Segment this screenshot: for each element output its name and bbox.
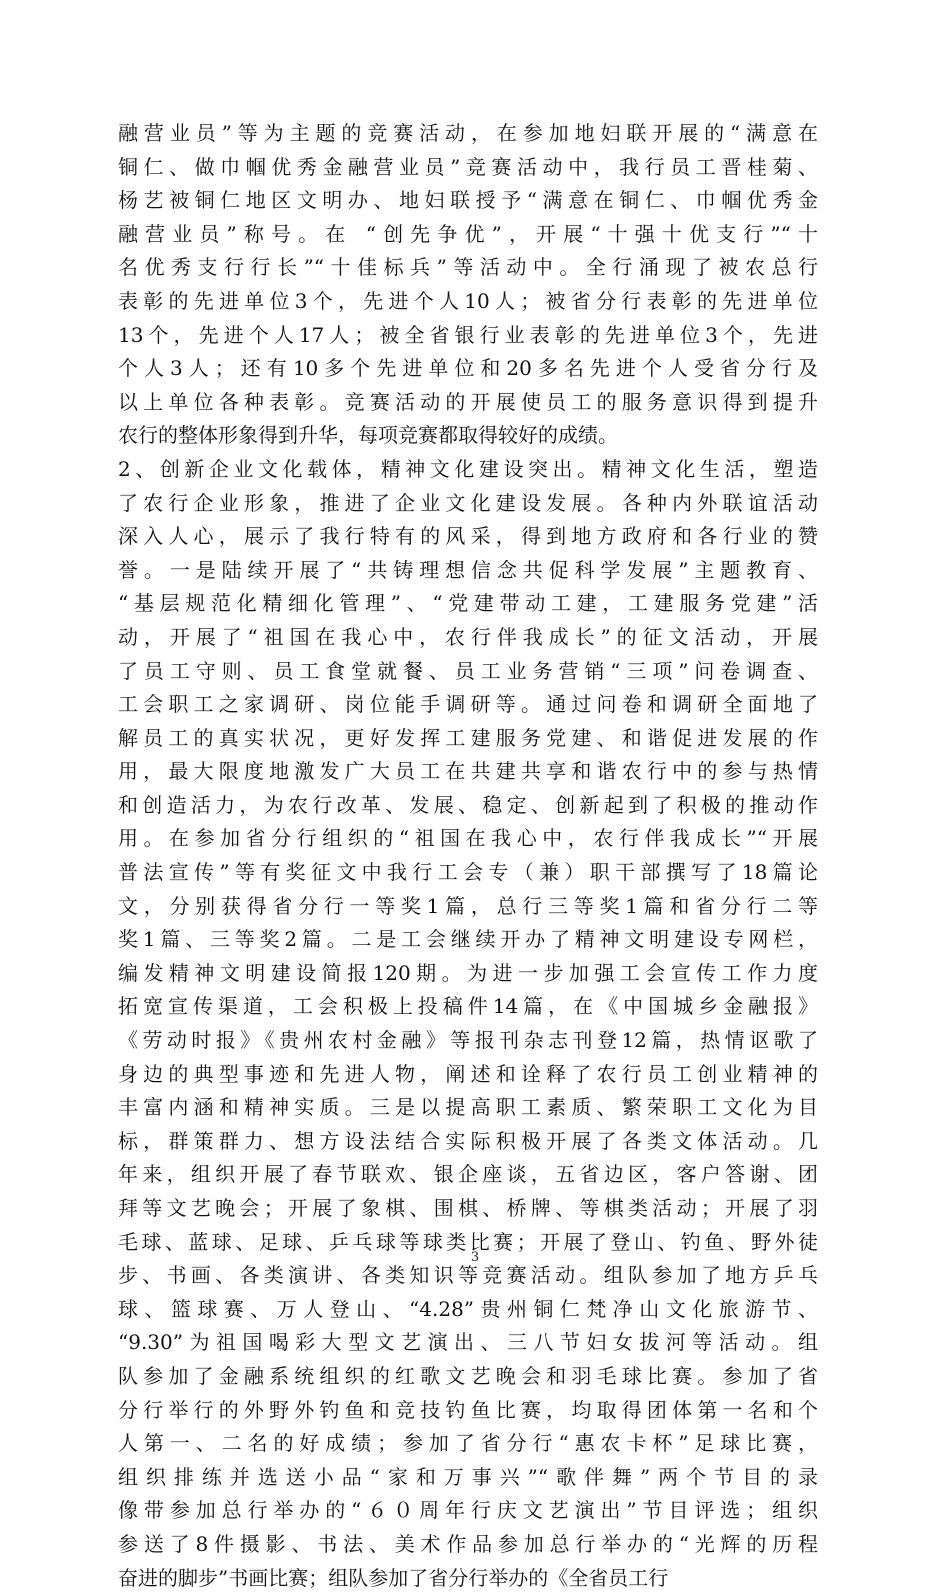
text-line: 用，最大限度地激发广大员工在共建共享和谐农行中的参与热情 — [118, 759, 818, 784]
text-line: 像带参加总行举办的“６０周年行庆文艺演出”节目评选；组织 — [118, 1498, 818, 1523]
text-line: 融营业员”等为主题的竞赛活动，在参加地妇联开展的“满意在 — [118, 121, 818, 145]
text-line: 步、书画、各类演讲、各类知识等竞赛活动。组队参加了地方乒乓 — [118, 1263, 818, 1288]
text-line: 名优秀支行行长”“十佳标兵”等活动中。全行涌现了被农总行 — [118, 255, 818, 280]
text-line: 以上单位各种表彰。竞赛活动的开展使员工的服务意识得到提升 — [118, 389, 818, 414]
text-line: 拓宽宣传渠道，工会积极上投稿件14篇，在《中国城乡金融报》 — [118, 994, 818, 1019]
text-line: 组织排练并选送小品“家和万事兴”“歌伴舞”两个节目的录 — [118, 1464, 818, 1489]
text-line: 奋进的脚步”书画比赛；组队参加了省分行举办的《全省员工行 — [118, 1565, 669, 1590]
text-line: 普法宣传”等有奖征文中我行工会专（兼）职干部撰写了18篇论 — [118, 860, 818, 885]
text-line: 丰富内涵和精神实质。三是以提高职工素质、繁荣职工文化为目 — [118, 1095, 818, 1120]
text-line: 农行的整体形象得到升华，每项竞赛都取得较好的成绩。 — [118, 423, 618, 448]
text-line: 解员工的真实状况，更好发挥工建服务党建、和谐促进发展的作 — [118, 725, 818, 750]
text-line: 编发精神文明建设简报120期。为进一步加强工会宣传工作力度 — [118, 960, 818, 985]
text-line: 融营业员”称号。在 “创先争优”，开展“十强十优支行”“十 — [118, 221, 818, 246]
text-line: 个人3人；还有10多个先进单位和20多名先进个人受省分行及 — [118, 356, 818, 381]
text-line: 表彰的先进单位3个，先进个人10人；被省分行表彰的先进单位 — [118, 288, 818, 313]
text-line: 杨艺被铜仁地区文明办、地妇联授予“满意在铜仁、巾帼优秀金 — [118, 188, 818, 213]
page-number: 3 — [470, 1250, 480, 1265]
text-line: 球、篮球赛、万人登山、“4.28”贵州铜仁梵净山文化旅游节、 — [118, 1296, 818, 1321]
text-line: 和创造活力，为农行改革、发展、稳定、创新起到了积极的推动作 — [118, 792, 818, 817]
text-line: 了农行企业形象，推进了企业文化建设发展。各种内外联谊活动 — [118, 490, 818, 515]
text-line: 人第一、二名的好成绩；参加了省分行“惠农卡杯”足球比赛， — [118, 1431, 818, 1456]
text-line: 分行举行的外野外钓鱼和竞技钓鱼比赛，均取得团体第一名和个 — [118, 1397, 818, 1422]
text-line: “基层规范化精细化管理”、“党建带动工建，工建服务党建”活 — [118, 591, 818, 616]
text-line: 用。在参加省分行组织的“祖国在我心中，农行伴我成长”“开展 — [118, 826, 818, 851]
text-line: 毛球、蓝球、足球、乒乓球等球类比赛；开展了登山、钓鱼、野外徒 — [118, 1229, 818, 1254]
text-line: 《劳动时报》《贵州农村金融》等报刊杂志刊登12篇，热情讴歌了 — [118, 1028, 818, 1053]
text-line: 13个，先进个人17人；被全省银行业表彰的先进单位3个，先进 — [118, 322, 818, 347]
body-text — [118, 117, 818, 1595]
text-line: 2、创新企业文化载体，精神文化建设突出。精神文化生活，塑造 — [118, 456, 818, 481]
text-line: 拜等文艺晚会；开展了象棋、围棋、桥牌、等棋类活动；开展了羽 — [118, 1196, 818, 1220]
text-line: 深入人心，展示了我行特有的风采，得到地方政府和各行业的赞 — [118, 524, 818, 549]
text-line: 奖1篇、三等奖2篇。二是工会继续开办了精神文明建设专网栏， — [118, 927, 818, 952]
text-line: 标，群策群力、想方设法结合实际积极开展了各类文体活动。几 — [118, 1128, 818, 1153]
text-line: 年来，组织开展了春节联欢、银企座谈，五省边区，客户答谢、团 — [118, 1162, 818, 1187]
text-line: 誉。一是陆续开展了“共铸理想信念共促科学发展”主题教育、 — [118, 557, 818, 582]
text-line: 工会职工之家调研、岗位能手调研等。通过问卷和调研全面地了 — [118, 692, 818, 717]
text-line: 文，分别获得省分行一等奖1篇，总行三等奖1篇和省分行二等 — [118, 893, 818, 918]
text-line: 参送了8件摄影、书法、美术作品参加总行举办的“光辉的历程 — [118, 1531, 818, 1556]
text-line: 铜仁、做巾帼优秀金融营业员”竞赛活动中，我行员工晋桂菊、 — [118, 154, 818, 179]
text-line: 身边的典型事迹和先进人物，阐述和诠释了农行员工创业精神的 — [118, 1061, 818, 1086]
text-line: 动，开展了“祖国在我心中，农行伴我成长”的征文活动，开展 — [118, 624, 818, 649]
text-line: 队参加了金融系统组织的红歌文艺晚会和羽毛球比赛。参加了省 — [118, 1363, 818, 1388]
text-line: “9.30”为祖国喝彩大型文艺演出、三八节妇女拔河等活动。组 — [118, 1330, 818, 1355]
text-line: 了员工守则、员工食堂就餐、员工业务营销“三项”问卷调查、 — [118, 658, 818, 683]
